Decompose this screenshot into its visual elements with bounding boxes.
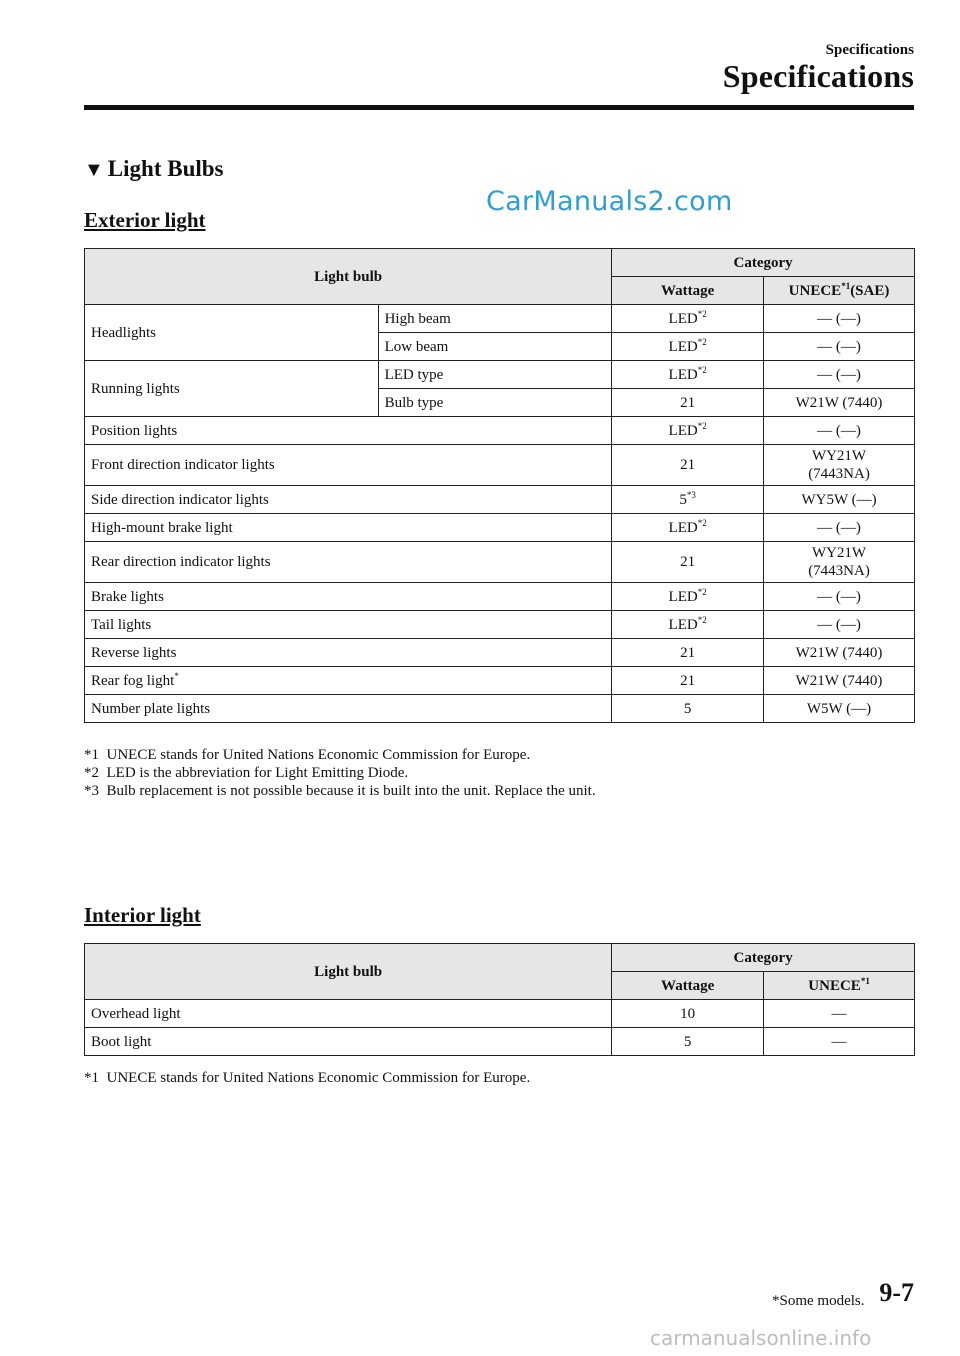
interior-light-title: Interior light — [84, 903, 201, 927]
column-header-unece: UNECE$^{*1}$ — [764, 972, 915, 1000]
table-row — [85, 1000, 915, 1028]
category-cell: — (—) — [764, 583, 915, 611]
category-cell: — (—) — [764, 361, 915, 389]
table-row — [85, 514, 915, 542]
wattage-cell: 21 — [612, 639, 764, 667]
category-cell: — (—) — [764, 417, 915, 445]
wattage-cell: LED$^{*2}$ — [612, 583, 764, 611]
section-title — [84, 156, 224, 182]
category-cell: — — [764, 1028, 915, 1056]
table-row — [85, 305, 915, 333]
bulb-name: Reverse lights — [85, 639, 612, 667]
table-header-row — [85, 944, 915, 972]
bulb-name: Front direction indicator lights — [85, 445, 612, 486]
interior-footnotes — [84, 1069, 530, 1087]
bulb-name: Tail lights — [85, 611, 612, 639]
column-header-category: Category — [612, 944, 915, 972]
watermark-logo: CarManuals2.com — [486, 186, 733, 217]
table-row — [85, 583, 915, 611]
column-header-category: Category — [612, 249, 915, 277]
column-header-wattage: Wattage — [612, 277, 764, 305]
bulb-subtype: Bulb type — [378, 389, 612, 417]
wattage-cell: LED$^{*2}$ — [612, 333, 764, 361]
wattage-cell: 5 — [612, 1028, 764, 1056]
table-row — [85, 667, 915, 695]
bulb-name: Overhead light — [85, 1000, 612, 1028]
interior-light-table — [84, 943, 915, 1056]
footnote: *2 LED is the abbreviation for Light Emitting Diode. — [84, 765, 409, 781]
column-header-unece: UNECE$^{*1}$(SAE) — [764, 277, 915, 305]
bulb-name: Running lights — [85, 361, 379, 417]
wattage-cell: LED$^{*2}$ — [612, 611, 764, 639]
exterior-footnotes — [84, 746, 596, 800]
category-cell: W5W (—) — [764, 695, 915, 723]
wattage-cell: 5 — [612, 695, 764, 723]
wattage-cell: 21 — [612, 542, 764, 583]
category-cell: — (—) — [764, 333, 915, 361]
bulb-subtype: LED type — [378, 361, 612, 389]
bulb-name: Rear fog light* — [85, 667, 612, 695]
bulb-name: Side direction indicator lights — [85, 486, 612, 514]
table-row — [85, 1028, 915, 1056]
table-row — [85, 542, 915, 583]
footnote: *3 Bulb replacement is not possible because it is built into the unit. Replace the unit. — [84, 783, 596, 799]
chapter-title: Specifications — [722, 58, 914, 94]
wattage-cell: 21 — [612, 667, 764, 695]
bulb-name: High-mount brake light — [85, 514, 612, 542]
table-row — [85, 361, 915, 389]
wattage-cell: 21 — [612, 445, 764, 486]
table-row — [85, 611, 915, 639]
bulb-name: Boot light — [85, 1028, 612, 1056]
category-cell: — (—) — [764, 611, 915, 639]
category-cell: W21W (7440) — [764, 389, 915, 417]
category-cell: WY21W (7443NA) — [764, 445, 915, 486]
bulb-name: Brake lights — [85, 583, 612, 611]
footnote: *1 UNECE stands for United Nations Economic Commission for Europe. — [84, 1070, 531, 1086]
some-models-note: *Some models. — [772, 1293, 865, 1309]
table-row — [85, 417, 915, 445]
table-row — [85, 486, 915, 514]
column-header-wattage: Wattage — [612, 972, 764, 1000]
table-row — [85, 639, 915, 667]
section-marker-icon: ▼ — [84, 159, 104, 181]
bulb-name: Headlights — [85, 305, 379, 361]
bulb-name: Position lights — [85, 417, 612, 445]
header-rule — [84, 105, 914, 110]
footnote: *1 UNECE stands for United Nations Economic Commission for Europe. — [84, 747, 531, 763]
category-cell: W21W (7440) — [764, 639, 915, 667]
bulb-subtype: High beam — [378, 305, 612, 333]
exterior-light-table — [84, 248, 915, 723]
column-header-light-bulb: Light bulb — [85, 944, 612, 1000]
exterior-light-title: Exterior light — [84, 208, 206, 232]
column-header-light-bulb: Light bulb — [85, 249, 612, 305]
wattage-cell: 5$^{*3}$ — [612, 486, 764, 514]
category-cell: WY21W (7443NA) — [764, 542, 915, 583]
table-row — [85, 445, 915, 486]
category-cell: — — [764, 1000, 915, 1028]
wattage-cell: LED$^{*2}$ — [612, 361, 764, 389]
table-row — [85, 695, 915, 723]
category-cell: — (—) — [764, 305, 915, 333]
wattage-cell: LED$^{*2}$ — [612, 417, 764, 445]
bulb-name: Rear direction indicator lights — [85, 542, 612, 583]
bulb-subtype: Low beam — [378, 333, 612, 361]
wattage-cell: 10 — [612, 1000, 764, 1028]
wattage-cell: LED$^{*2}$ — [612, 514, 764, 542]
wattage-cell: LED$^{*2}$ — [612, 305, 764, 333]
page-number: 9-7 — [879, 1278, 914, 1307]
table-header-row — [85, 249, 915, 277]
chapter-label: Specifications — [825, 42, 914, 58]
category-cell: — (—) — [764, 514, 915, 542]
section-title-text: Light Bulbs — [107, 156, 224, 181]
wattage-cell: 21 — [612, 389, 764, 417]
category-cell: WY5W (—) — [764, 486, 915, 514]
site-watermark: carmanualsonline.info — [650, 1326, 872, 1350]
category-cell: W21W (7440) — [764, 667, 915, 695]
bulb-name: Number plate lights — [85, 695, 612, 723]
